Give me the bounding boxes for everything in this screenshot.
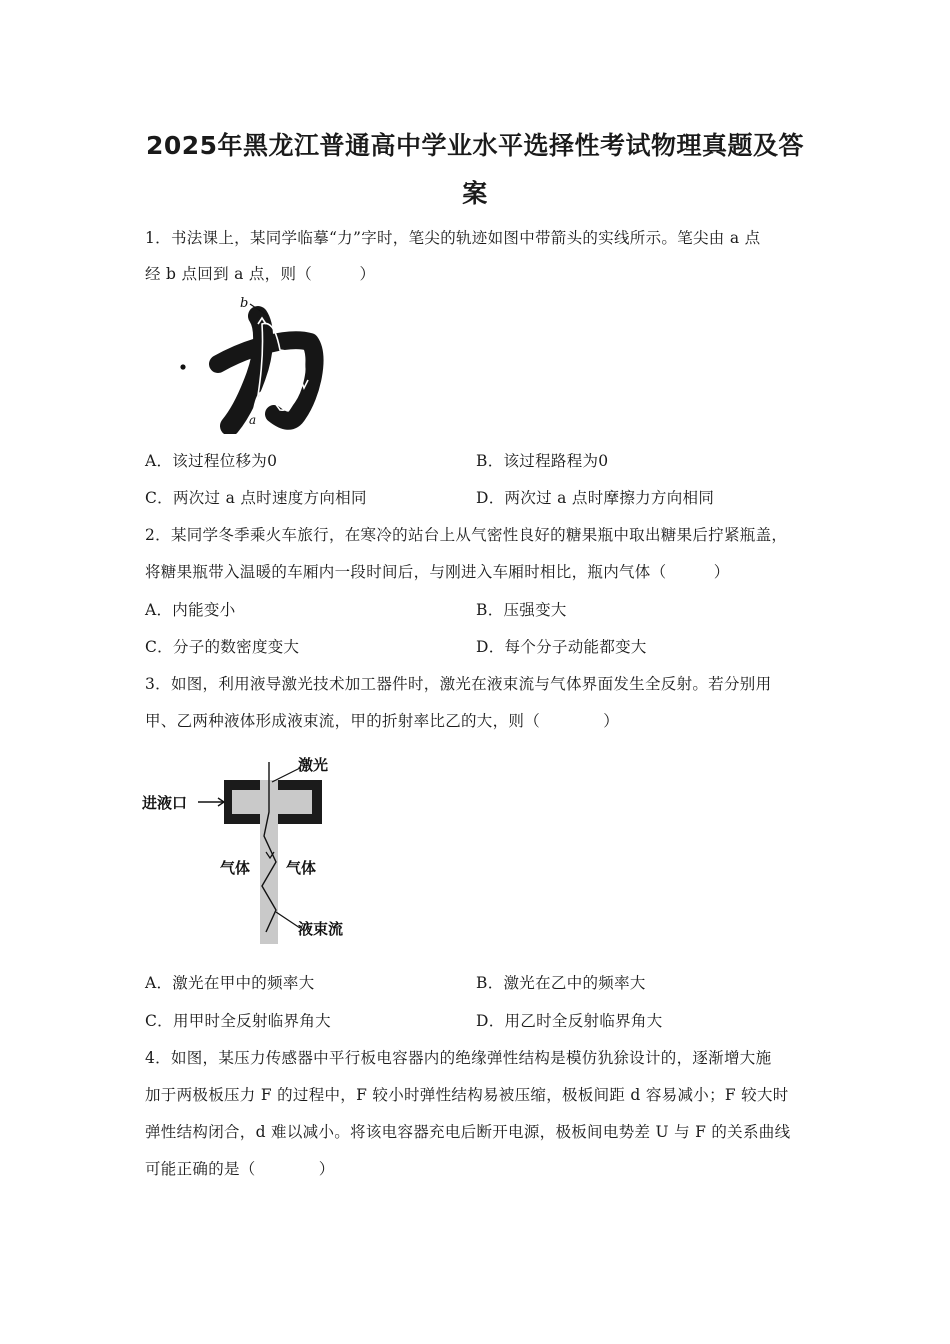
q3-figure-label-stream: 液束流	[298, 920, 344, 938]
q1-figure-stroke-pie	[230, 316, 263, 426]
q3-stem-line2: 甲、乙两种液体形成液束流，甲的折射率比乙的大，则（ ）	[145, 712, 620, 730]
q3-option-a[interactable]: A．激光在甲中的频率大	[145, 974, 315, 992]
q4-stem-line2: 加于两极板压力 F 的过程中，F 较小时弹性结构易被压缩，极板间距 d 容易减小；F 较大时	[145, 1086, 789, 1104]
q1-option-d[interactable]: D．两次过 a 点时摩擦力方向相同	[476, 489, 715, 507]
q1-option-c[interactable]: C．两次过 a 点时速度方向相同	[145, 489, 367, 507]
q1-stem-line2: 经 b 点回到 a 点，则（ ）	[145, 265, 376, 283]
q2-stem-line2: 将糖果瓶带入温暖的车厢内一段时间后，与刚进入车厢时相比，瓶内气体（ ）	[145, 563, 730, 581]
q4-stem-line3: 弹性结构闭合，d 难以减小。将该电容器充电后断开电源，极板间电势差 U 与 F 的关系曲线	[145, 1123, 791, 1141]
q3-option-c[interactable]: C．用甲时全反射临界角大	[145, 1012, 331, 1030]
q2-option-d[interactable]: D．每个分子动能都变大	[476, 638, 647, 656]
q3-figure-label-gas-left: 气体	[220, 859, 251, 877]
q3-stem-line1: 3．如图，利用液导激光技术加工器件时，激光在液束流与气体界面发生全反射。若分别用	[145, 675, 772, 693]
doc-title-line1: 2025年黑龙江普通高中学业水平选择性考试物理真题及答	[145, 131, 805, 160]
q3-option-d[interactable]: D．用乙时全反射临界角大	[476, 1012, 663, 1030]
q1-figure-dot	[180, 364, 185, 369]
q2-option-a[interactable]: A．内能变小	[145, 601, 236, 619]
q3-figure-stream-pointer	[276, 912, 300, 928]
q3-figure-liquid-laser	[140, 752, 370, 952]
q1-figure-label-b: b	[240, 296, 249, 311]
q4-stem-line1: 4．如图，某压力传感器中平行板电容器内的绝缘弹性结构是模仿犰狳设计的，逐渐增大施	[145, 1049, 772, 1067]
q3-figure-label-gas-right: 气体	[286, 859, 317, 877]
q2-option-c[interactable]: C．分子的数密度变大	[145, 638, 300, 656]
q2-option-b[interactable]: B．压强变大	[476, 601, 567, 619]
q2-stem-line1: 2．某同学冬季乘火车旅行，在寒冷的站台上从气密性良好的糖果瓶中取出糖果后拧紧瓶盖，	[145, 526, 788, 544]
doc-title-line2: 案	[462, 179, 488, 208]
q1-option-b[interactable]: B．该过程路程为0	[476, 452, 609, 470]
q3-figure-label-inlet: 进液口	[142, 794, 188, 812]
q1-stem-line1: 1．书法课上，某同学临摹“力”字时，笔尖的轨迹如图中带箭头的实线所示。笔尖由 a 点	[145, 229, 761, 247]
q3-figure-label-laser: 激光	[298, 756, 329, 774]
q1-figure-label-a: a	[249, 413, 257, 427]
q4-stem-line4: 可能正确的是（ ）	[145, 1160, 335, 1178]
q3-option-b[interactable]: B．激光在乙中的频率大	[476, 974, 646, 992]
q1-figure-li-character	[170, 294, 340, 434]
q1-option-a[interactable]: A．该过程位移为0	[145, 452, 278, 470]
q3-figure-nozzle-channel	[232, 790, 312, 814]
q3-figure-laser-pointer	[272, 768, 300, 782]
